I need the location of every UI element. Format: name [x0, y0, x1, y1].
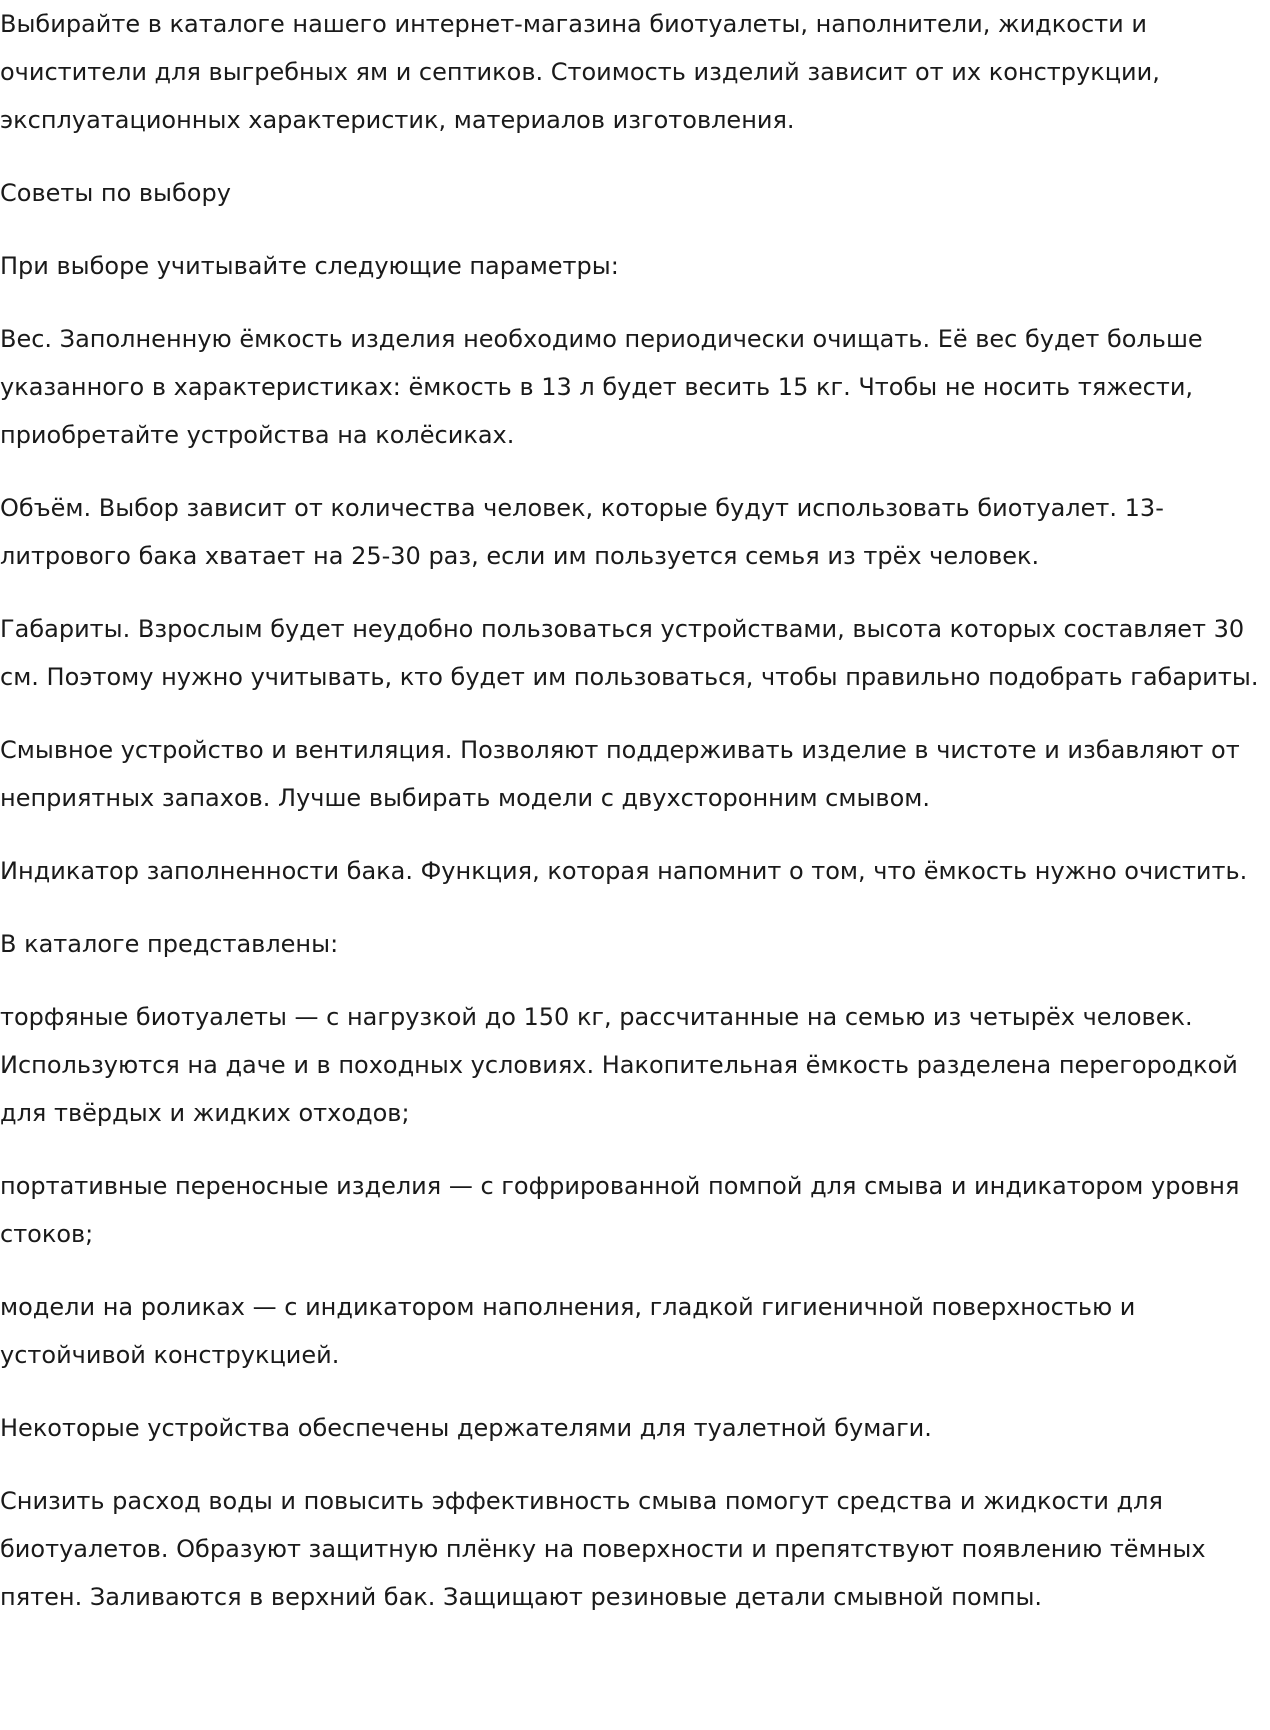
param-weight: Вес. Заполненную ёмкость изделия необходимо периодически очищать. Её вес будет больше указанного в характеристиках: ёмкость в 13 л будет весить 15 кг. Чтобы не носить тяжести, приобретайте устройства на колёсиках. — [0, 325, 1203, 449]
parameters-intro: При выборе учитывайте следующие параметры: — [0, 252, 619, 280]
catalog-item-portable: портативные переносные изделия — с гофрированной помпой для смыва и индикатором уровня стоков; — [0, 1172, 1240, 1248]
param-fill-indicator: Индикатор заполненности бака. Функция, которая напомнит о том, что ёмкость нужно очистить. — [0, 857, 1248, 885]
catalog-item-wheeled: модели на роликах — с индикатором наполнения, гладкой гигиеничной поверхностью и устойчивой конструкцией. — [0, 1293, 1136, 1369]
param-flush-ventilation: Смывное устройство и вентиляция. Позволяют поддерживать изделие в чистоте и избавляют от неприятных запахов. Лучше выбирать модели с двухсторонним смывом. — [0, 736, 1240, 812]
section-heading-tips: Советы по выбору — [0, 179, 231, 207]
intro-paragraph: Выбирайте в каталоге нашего интернет-магазина биотуалеты, наполнители, жидкости и очистители для выгребных ям и септиков. Стоимость изделий зависит от их конструкции, эксплуатационных характеристик, материалов изготовления. — [0, 10, 1160, 134]
liquids-paragraph: Снизить расход воды и повысить эффективность смыва помогут средства и жидкости для биотуалетов. Образуют защитную плёнку на поверхности и препятствуют появлению тёмных пятен. Заливаются в верхний бак. Защищают резиновые детали смывной помпы. — [0, 1487, 1206, 1611]
param-volume: Объём. Выбор зависит от количества человек, которые будут использовать биотуалет. 13-литрового бака хватает на 25-30 раз, если им пользуется семья из трёх человек. — [0, 494, 1164, 570]
paper-holder-note: Некоторые устройства обеспечены держателями для туалетной бумаги. — [0, 1414, 932, 1442]
param-dimensions: Габариты. Взрослым будет неудобно пользоваться устройствами, высота которых составляет 30 см. Поэтому нужно учитывать, кто будет им пользоваться, чтобы правильно подобрать габариты. — [0, 615, 1259, 691]
catalog-item-peat: торфяные биотуалеты — с нагрузкой до 150 кг, рассчитанные на семью из четырёх человек. Используются на даче и в походных условиях. Накопительная ёмкость разделена перегородкой для твёрдых и жидких отходов; — [0, 1003, 1238, 1127]
catalog-intro: В каталоге представлены: — [0, 930, 339, 958]
